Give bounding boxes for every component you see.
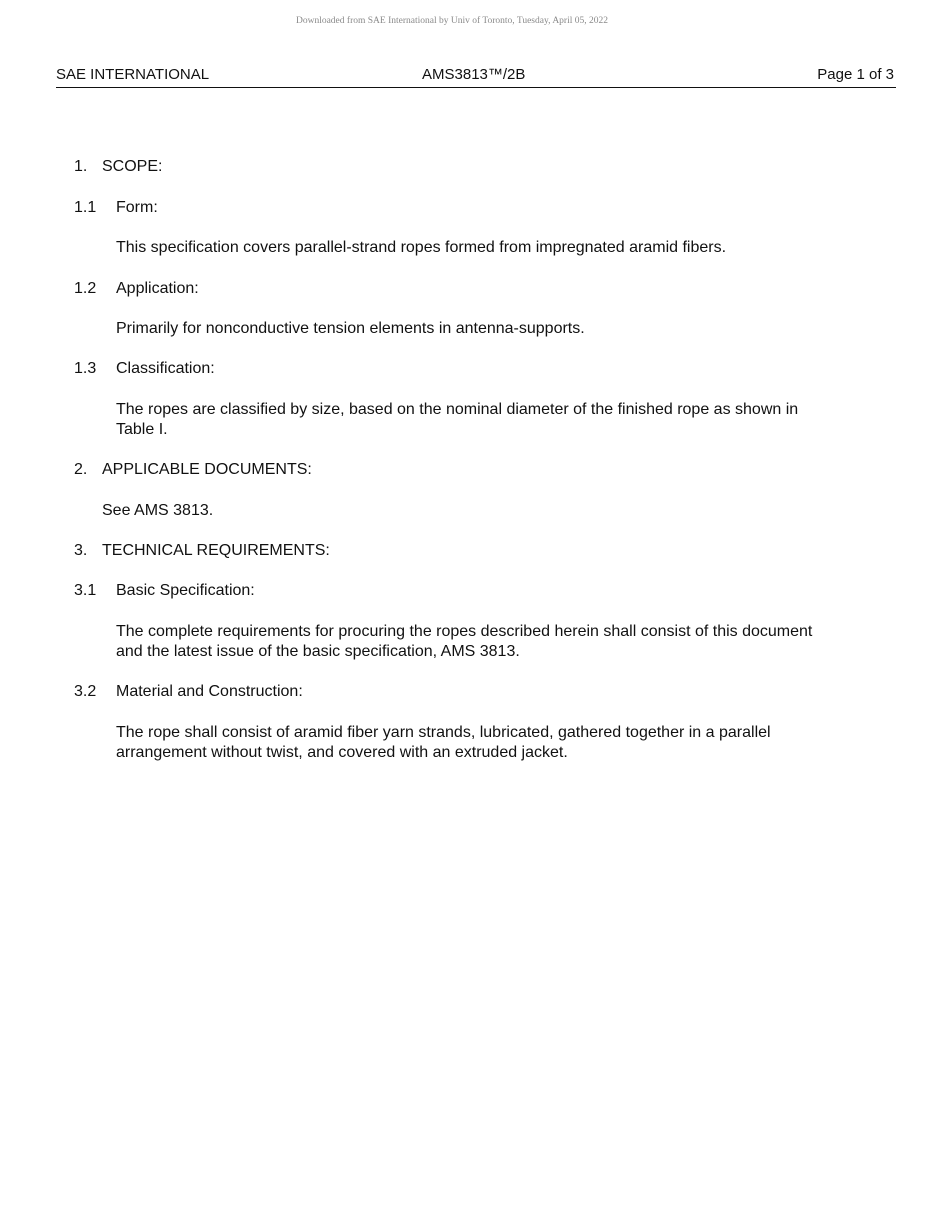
section-title: Material and Construction: [116, 683, 303, 700]
section-number: 1.2 [74, 280, 97, 297]
section-number: 1.3 [74, 360, 97, 377]
section-3-2-body [116, 723, 876, 763]
paragraph-line: See AMS 3813. [102, 502, 214, 519]
section-number: 3.2 [74, 683, 97, 700]
section-title: SCOPE: [102, 158, 163, 175]
section-title: TECHNICAL REQUIREMENTS: [102, 542, 330, 559]
section-1-1-body [116, 238, 876, 258]
document-number: AMS3813™/2B [422, 66, 526, 83]
paragraph-line: The complete requirements for procuring the ropes described herein shall consist of this document [116, 623, 813, 640]
section-number: 3.1 [74, 582, 97, 599]
paragraph-line: and the latest issue of the basic specification, AMS 3813. [116, 643, 520, 660]
section-3-1-body [116, 622, 876, 662]
section-number: 3. [74, 542, 88, 559]
section-1-2-body [116, 319, 876, 339]
download-watermark: Downloaded from SAE International by Univ of Toronto, Tuesday, April 05, 2022 [295, 16, 608, 26]
paragraph-line: This specification covers parallel-strand ropes formed from impregnated aramid fibers. [116, 239, 727, 256]
paragraph-line: The rope shall consist of aramid fiber yarn strands, lubricated, gathered together in a parallel [116, 724, 771, 741]
section-title: APPLICABLE DOCUMENTS: [102, 461, 312, 478]
section-title: Basic Specification: [116, 582, 255, 599]
section-title: Classification: [116, 360, 215, 377]
section-title: Application: [116, 280, 199, 297]
publisher-name: SAE INTERNATIONAL [56, 66, 210, 83]
section-number: 2. [74, 461, 88, 478]
paragraph-line: Primarily for nonconductive tension elements in antenna-supports. [116, 320, 585, 337]
paragraph-line: arrangement without twist, and covered with an extruded jacket. [116, 744, 568, 761]
paragraph-line: Table I. [116, 421, 168, 438]
page-indicator: Page 1 of 3 [817, 66, 894, 83]
section-1-3-body [116, 400, 876, 440]
page-header [56, 66, 896, 88]
section-number: 1.1 [74, 199, 97, 216]
section-title: Form: [116, 199, 158, 216]
section-2-body [102, 501, 862, 521]
paragraph-line: The ropes are classified by size, based on the nominal diameter of the finished rope as shown in [116, 401, 799, 418]
section-number: 1. [74, 158, 88, 175]
